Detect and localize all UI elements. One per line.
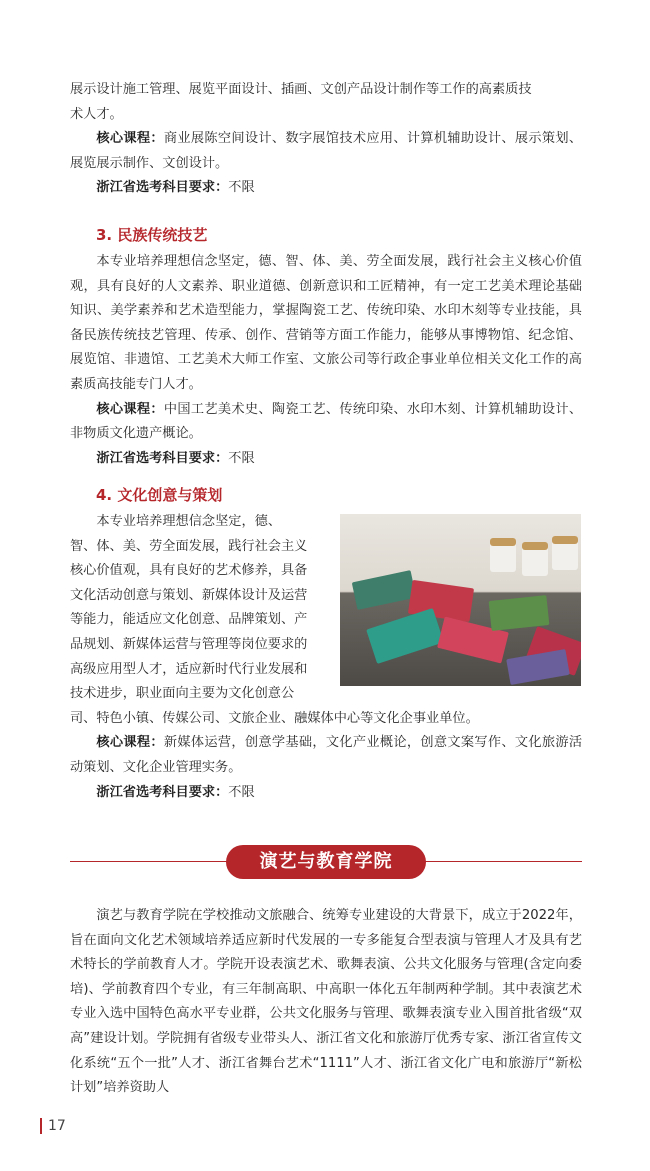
cup-shape <box>522 546 548 576</box>
req-text: 不限 <box>228 450 255 466</box>
section-4-body-line-5: 等能力，能适应文化创意、品牌策划、产 <box>70 612 308 628</box>
top-cont-line-1: 展示设计施工管理、展览平面设计、插画、文创产品设计制作等工作的高素质技 <box>70 82 532 97</box>
cup-lid-shape <box>552 536 578 544</box>
req-label: 浙江省选考科目要求： <box>96 450 229 466</box>
section-4-body-line-1: 本专业培养理想信念坚定，德、 <box>96 514 282 529</box>
section-4-body-line-2: 智、体、美、劳全面发展，践行社会主义 <box>70 538 308 554</box>
college-intro: 演艺与教育学院在学校推动文旅融合、统筹专业建设的大背景下，成立于2022年，旨在面向文化艺术领域培养适应新时代发展的一专多能复合型表演与管理人才及具有艺术特长的学前教育人才。学院开设表演艺术、歌舞表演、公共文化服务与管理(含定向委培)、学前教育四个专业，有三年制高职、中高职一体化五年制两种学制。其中表演艺术专业入选中国特色高水平专业群，公共文化服务与管理、歌舞表演专业入围首批省级“双高”建设计划。学院拥有省级专业带头人、浙江省文化和旅游厅优秀专家、浙江省宣传文化系统“五个一批”人才、浙江省舞台艺术“1111”人才、浙江省文化广电和旅游厅“新松计划”培养资助人 <box>70 908 582 1096</box>
req-label: 浙江省选考科目要求： <box>96 784 229 800</box>
section-3-exam-requirement <box>70 447 582 472</box>
section-3 <box>70 224 582 471</box>
product-photo <box>340 514 581 686</box>
core-text: 商业展陈空间设计、数字展馆技术应用、计算机辅助设计、展示策划、展览展示制作、文创设计。 <box>70 131 583 171</box>
section-4-body-line-3: 核心价值观，具有良好的艺术修养，具备 <box>70 563 308 579</box>
page-number: 17 <box>40 1118 66 1134</box>
core-label: 核心课程： <box>96 401 164 417</box>
top-cont-line-2: 术人才。 <box>70 106 123 122</box>
book-shape <box>352 570 417 610</box>
req-text: 不限 <box>228 784 255 800</box>
college-intro-wrap <box>70 904 582 1101</box>
college-header <box>70 845 582 879</box>
section-3-heading: 3. 民族传统技艺 <box>96 226 208 244</box>
top-section <box>70 78 582 201</box>
top-exam-requirement <box>70 176 582 201</box>
core-label: 核心课程： <box>96 131 164 147</box>
book-shape <box>366 608 444 664</box>
core-text: 中国工艺美术史、陶瓷工艺、传统印染、水印木刻、计算机辅助设计、非物质文化遗产概论。 <box>70 401 583 442</box>
college-title: 演艺与教育学院 <box>226 845 426 879</box>
section-4-body-line-7: 高级应用型人才，适应新时代行业发展和 <box>70 661 308 677</box>
book-shape <box>506 649 570 685</box>
section-3-core-courses <box>70 398 582 447</box>
section-4-body-last: 司、特色小镇、传媒公司、文旅企业、融媒体中心等文化企事业单位。 <box>70 710 479 726</box>
section-4-core-courses <box>70 731 582 780</box>
cup-lid-shape <box>522 542 548 550</box>
section-4-exam-requirement <box>70 781 582 806</box>
section-4-body-wrap <box>70 510 332 707</box>
cup-shape <box>490 542 516 572</box>
core-label: 核心课程： <box>96 735 164 751</box>
top-core-courses <box>70 127 582 176</box>
section-4-body-line-8: 技术进步，职业面向主要为文化创意公 <box>70 686 295 702</box>
section-4-body-line-4: 文化活动创意与策划、新媒体设计及运营 <box>70 587 308 603</box>
req-text: 不限 <box>228 180 255 196</box>
section-4-body-line-6: 品规划、新媒体运营与管理等岗位要求的 <box>70 636 308 652</box>
cup-lid-shape <box>490 538 516 546</box>
book-shape <box>489 595 550 631</box>
cup-shape <box>552 540 578 570</box>
req-label: 浙江省选考科目要求： <box>96 180 229 196</box>
section-3-body: 本专业培养理想信念坚定，德、智、体、美、劳全面发展，践行社会主义核心价值观，具有良好的人文素养、职业道德、创新意识和工匠精神，有一定工艺美术理论基础知识、美学素养和艺术造型能力，掌握陶瓷工艺、传统印染、水印木刻等专业技能，具备民族传统技艺管理、传承、创作、营销等方面工作能力，能够从事博物馆、纪念馆、展览馆、非遗馆、工艺美术大师工作室、文旅公司等行政企事业单位相关文化工作的高素质高技能专门人才。 <box>70 254 582 392</box>
section-4-heading: 4. 文化创意与策划 <box>96 486 223 504</box>
core-text: 新媒体运营，创意学基础，文化产业概论，创意文案写作、文化旅游活动策划、文化企业管理实务。 <box>70 735 583 775</box>
